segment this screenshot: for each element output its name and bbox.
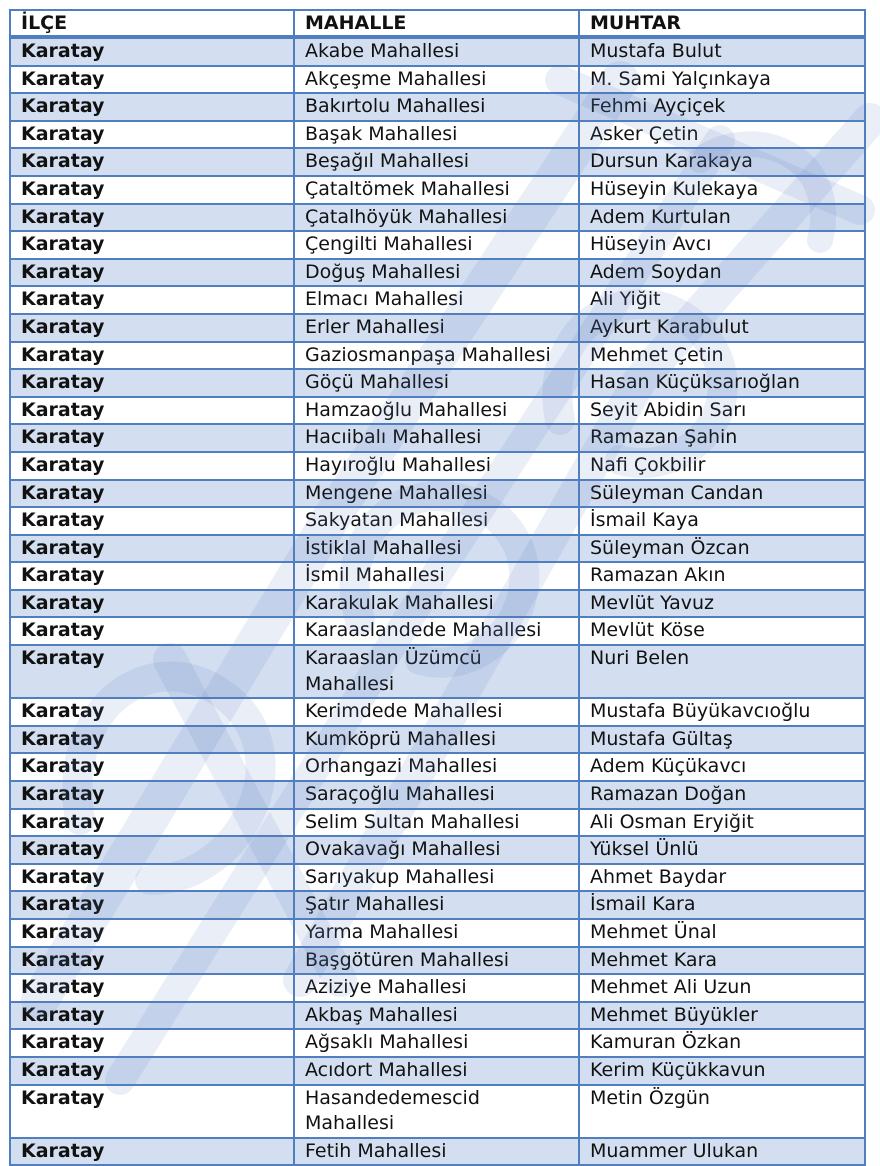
cell-muhtar: Nuri Belen (579, 645, 865, 698)
table-row (10, 424, 865, 452)
cell-mahalle: Akabe Mahallesi (294, 37, 579, 66)
cell-ilce: Karatay (10, 562, 294, 590)
cell-muhtar: İsmail Kaya (579, 507, 865, 535)
table-row (10, 726, 865, 754)
cell-ilce: Karatay (10, 37, 294, 66)
table-row (10, 919, 865, 947)
cell-muhtar: Süleyman Özcan (579, 535, 865, 563)
table-row (10, 1057, 865, 1085)
table-row (10, 1029, 865, 1057)
cell-muhtar: Mehmet Büyükler (579, 1002, 865, 1030)
cell-mahalle: Akçeşme Mahallesi (294, 66, 579, 94)
cell-mahalle: Orhangazi Mahallesi (294, 753, 579, 781)
cell-muhtar: Mehmet Ali Uzun (579, 974, 865, 1002)
table-row (10, 562, 865, 590)
cell-muhtar: Mehmet Kara (579, 947, 865, 975)
cell-ilce: Karatay (10, 314, 294, 342)
cell-mahalle: Acıdort Mahallesi (294, 1057, 579, 1085)
cell-muhtar: Adem Soydan (579, 259, 865, 287)
cell-muhtar: Mustafa Gültaş (579, 726, 865, 754)
table-row (10, 259, 865, 287)
cell-muhtar: Yüksel Ünlü (579, 836, 865, 864)
table-row (10, 314, 865, 342)
cell-muhtar: Adem Küçükavcı (579, 753, 865, 781)
cell-muhtar: Kamuran Özkan (579, 1029, 865, 1057)
cell-ilce: Karatay (10, 1057, 294, 1085)
cell-mahalle: Kumköprü Mahallesi (294, 726, 579, 754)
cell-ilce: Karatay (10, 148, 294, 176)
cell-muhtar: Ahmet Baydar (579, 864, 865, 892)
cell-muhtar: Mustafa Bulut (579, 37, 865, 66)
cell-muhtar: Ramazan Şahin (579, 424, 865, 452)
table-row (10, 507, 865, 535)
table-row (10, 1138, 865, 1166)
cell-ilce: Karatay (10, 93, 294, 121)
cell-ilce: Karatay (10, 231, 294, 259)
cell-ilce: Karatay (10, 342, 294, 370)
table-body (10, 37, 865, 1165)
cell-ilce: Karatay (10, 919, 294, 947)
cell-ilce: Karatay (10, 452, 294, 480)
table-row (10, 148, 865, 176)
cell-mahalle: Çataltömek Mahallesi (294, 176, 579, 204)
table-row (10, 891, 865, 919)
column-header-ilce: İLÇE (10, 10, 294, 37)
cell-mahalle: Hacıibalı Mahallesi (294, 424, 579, 452)
table-row (10, 480, 865, 508)
cell-muhtar: Adem Kurtulan (579, 204, 865, 232)
cell-mahalle: Sarıyakup Mahallesi (294, 864, 579, 892)
cell-muhtar: Ramazan Doğan (579, 781, 865, 809)
cell-muhtar: Ali Osman Eryiğit (579, 809, 865, 837)
cell-muhtar: Mehmet Ünal (579, 919, 865, 947)
header-row (10, 10, 865, 37)
cell-ilce: Karatay (10, 535, 294, 563)
cell-mahalle: Karaaslan Üzümcü Mahallesi (294, 645, 579, 698)
table-row (10, 974, 865, 1002)
table-row (10, 1002, 865, 1030)
cell-muhtar: Mevlüt Yavuz (579, 590, 865, 618)
table-row (10, 66, 865, 94)
cell-ilce: Karatay (10, 864, 294, 892)
table-row (10, 781, 865, 809)
cell-mahalle: Aziziye Mahallesi (294, 974, 579, 1002)
cell-mahalle: Ağsaklı Mahallesi (294, 1029, 579, 1057)
cell-mahalle: Saraçoğlu Mahallesi (294, 781, 579, 809)
cell-ilce: Karatay (10, 1002, 294, 1030)
cell-muhtar: Metin Özgün (579, 1085, 865, 1138)
cell-ilce: Karatay (10, 259, 294, 287)
table-row (10, 231, 865, 259)
cell-mahalle: Ovakavağı Mahallesi (294, 836, 579, 864)
cell-ilce: Karatay (10, 1085, 294, 1138)
cell-mahalle: Gaziosmanpaşa Mahallesi (294, 342, 579, 370)
cell-mahalle: Karakulak Mahallesi (294, 590, 579, 618)
cell-ilce: Karatay (10, 698, 294, 726)
cell-mahalle: Başgötüren Mahallesi (294, 947, 579, 975)
table-row (10, 645, 865, 698)
muhtar-list-table (9, 9, 866, 1166)
cell-ilce: Karatay (10, 121, 294, 149)
table-row (10, 397, 865, 425)
cell-mahalle: Elmacı Mahallesi (294, 286, 579, 314)
cell-muhtar: Fehmi Ayçiçek (579, 93, 865, 121)
cell-mahalle: Başak Mahallesi (294, 121, 579, 149)
cell-muhtar: Mevlüt Köse (579, 617, 865, 645)
cell-muhtar: Mehmet Çetin (579, 342, 865, 370)
cell-ilce: Karatay (10, 204, 294, 232)
cell-ilce: Karatay (10, 176, 294, 204)
cell-mahalle: Hayıroğlu Mahallesi (294, 452, 579, 480)
cell-mahalle: İstiklal Mahallesi (294, 535, 579, 563)
cell-muhtar: Mustafa Büyükavcıoğlu (579, 698, 865, 726)
cell-mahalle: Fetih Mahallesi (294, 1138, 579, 1166)
cell-muhtar: Aykurt Karabulut (579, 314, 865, 342)
cell-ilce: Karatay (10, 286, 294, 314)
cell-muhtar: Hasan Küçüksarıoğlan (579, 369, 865, 397)
cell-muhtar: İsmail Kara (579, 891, 865, 919)
cell-muhtar: Süleyman Candan (579, 480, 865, 508)
cell-muhtar: Ramazan Akın (579, 562, 865, 590)
table-row (10, 836, 865, 864)
cell-ilce: Karatay (10, 1029, 294, 1057)
table-row (10, 37, 865, 66)
cell-ilce: Karatay (10, 507, 294, 535)
muhtar-list-table-container (9, 9, 864, 1166)
cell-ilce: Karatay (10, 66, 294, 94)
table-header (10, 10, 865, 37)
cell-ilce: Karatay (10, 1138, 294, 1166)
cell-ilce: Karatay (10, 753, 294, 781)
table-row (10, 753, 865, 781)
table-row (10, 864, 865, 892)
cell-mahalle: Doğuş Mahallesi (294, 259, 579, 287)
cell-muhtar: Muammer Ulukan (579, 1138, 865, 1166)
cell-ilce: Karatay (10, 974, 294, 1002)
cell-mahalle: Kerimdede Mahallesi (294, 698, 579, 726)
cell-mahalle: Şatır Mahallesi (294, 891, 579, 919)
cell-mahalle: Çengilti Mahallesi (294, 231, 579, 259)
cell-mahalle: Bakırtolu Mahallesi (294, 93, 579, 121)
cell-ilce: Karatay (10, 369, 294, 397)
table-row (10, 176, 865, 204)
table-row (10, 452, 865, 480)
cell-ilce: Karatay (10, 781, 294, 809)
table-row (10, 809, 865, 837)
table-row (10, 369, 865, 397)
table-row (10, 590, 865, 618)
cell-muhtar: Ali Yiğit (579, 286, 865, 314)
cell-muhtar: Nafi Çokbilir (579, 452, 865, 480)
cell-ilce: Karatay (10, 836, 294, 864)
cell-mahalle: Selim Sultan Mahallesi (294, 809, 579, 837)
cell-mahalle: Akbaş Mahallesi (294, 1002, 579, 1030)
cell-muhtar: M. Sami Yalçınkaya (579, 66, 865, 94)
cell-muhtar: Asker Çetin (579, 121, 865, 149)
cell-mahalle: Erler Mahallesi (294, 314, 579, 342)
cell-ilce: Karatay (10, 645, 294, 698)
cell-mahalle: Sakyatan Mahallesi (294, 507, 579, 535)
table-row (10, 1085, 865, 1138)
table-row (10, 535, 865, 563)
cell-mahalle: Beşağıl Mahallesi (294, 148, 579, 176)
cell-mahalle: Mengene Mahallesi (294, 480, 579, 508)
column-header-muhtar: MUHTAR (579, 10, 865, 37)
cell-ilce: Karatay (10, 397, 294, 425)
cell-ilce: Karatay (10, 480, 294, 508)
table-row (10, 93, 865, 121)
cell-ilce: Karatay (10, 617, 294, 645)
cell-ilce: Karatay (10, 424, 294, 452)
table-row (10, 698, 865, 726)
cell-muhtar: Dursun Karakaya (579, 148, 865, 176)
column-header-mahalle: MAHALLE (294, 10, 579, 37)
cell-ilce: Karatay (10, 590, 294, 618)
cell-mahalle: Göçü Mahallesi (294, 369, 579, 397)
table-row (10, 617, 865, 645)
cell-ilce: Karatay (10, 891, 294, 919)
cell-ilce: Karatay (10, 809, 294, 837)
table-row (10, 204, 865, 232)
cell-mahalle: Hamzaoğlu Mahallesi (294, 397, 579, 425)
table-row (10, 947, 865, 975)
table-row (10, 342, 865, 370)
cell-mahalle: İsmil Mahallesi (294, 562, 579, 590)
cell-mahalle: Hasandedemescid Mahallesi (294, 1085, 579, 1138)
cell-muhtar: Kerim Küçükkavun (579, 1057, 865, 1085)
cell-muhtar: Hüseyin Kulekaya (579, 176, 865, 204)
table-row (10, 121, 865, 149)
cell-mahalle: Çatalhöyük Mahallesi (294, 204, 579, 232)
cell-mahalle: Yarma Mahallesi (294, 919, 579, 947)
cell-mahalle: Karaaslandede Mahallesi (294, 617, 579, 645)
table-row (10, 286, 865, 314)
cell-ilce: Karatay (10, 726, 294, 754)
cell-muhtar: Hüseyin Avcı (579, 231, 865, 259)
cell-muhtar: Seyit Abidin Sarı (579, 397, 865, 425)
cell-ilce: Karatay (10, 947, 294, 975)
